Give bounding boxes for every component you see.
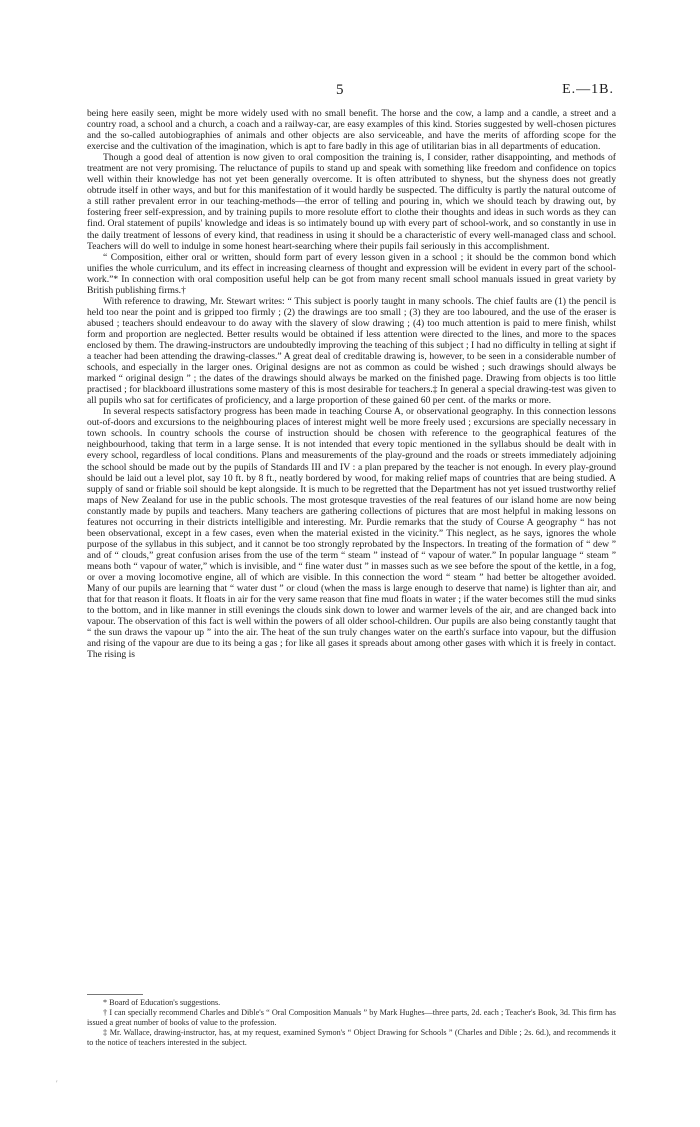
footnote: † I can specially recommend Charles and Dible's “ Oral Composition Manuals ” by Mark Hughes—three parts, 2d. each ; Teacher's Book, 3d. This firm has issued a great number of books of value to the profession. [87,1008,616,1028]
paragraph: Though a good deal of attention is now given to oral composition the training is, I consider, rather disappointing, and methods of treatment are not very promising. The reluctance of pupils to stand up and speak with something like freedom and confidence on topics well within their knowledge has not yet been generally overcome. It is often attributed to shyness, but the shyness does not greatly obtrude itself in other ways, and but for this manifestation of it would hardly be suspected. The difficulty is partly the natural outcome of a still rather prevalent error in our teaching-methods—the error of telling and pouring in, which we should teach by drawing out, by fostering freer self-expression, and by training pupils to more resolute effort to clothe their thoughts and ideas in such words as they can find. Oral statement of pupils' knowledge and ideas is so intimately bound up with every part of school-work, and so constantly in use in the daily treatment of lessons of every kind, that readiness in using it should be a characteristic of every well-managed class and school. Teachers will do well to indulge in some honest heart-searching where their pupils fail seriously in this accomplishment. [87,152,616,252]
series-code: E.—1B. [562,82,614,97]
body-text [87,108,616,660]
paragraph: “ Composition, either oral or written, should form part of every lesson given in a school ; it should be the common bond which unifies the whole curriculum, and its effect in increasing clearness of thought and expression will be evident in every part of the school-work.”* In connection with oral composition useful help can be got from many recent small school manuals issued in great variety by British publishing firms.† [87,251,616,296]
footnote: ‡ Mr. Wallace, drawing-instructor, has, at my request, examined Symon's “ Object Drawing for Schools ” (Charles and Dible ; 2s. 6d.), and recommends it to the notice of teachers interested in the subject. [87,1028,616,1048]
footnotes [87,998,616,1048]
paragraph: With reference to drawing, Mr. Stewart writes: “ This subject is poorly taught in many schools. The chief faults are (1) the pencil is held too near the point and is gripped too firmly ; (2) the drawings are too small ; (3) they are too laboured, and the use of the eraser is abused ; teachers should endeavour to do away with the slavery of slow drawing ; (4) too much attention is paid to mere finish, whilst form and proportion are neglected. Better results would be obtained if less attention were directed to the lines, and more to the spaces enclosed by them. The drawing-instructors are undoubtedly improving the teaching of this subject ; I had no difficulty in telling at sight if a teacher had been attending the drawing-classes.” A great deal of creditable drawing is, however, to be seen in a considerable number of schools, and especially in the larger ones. Original designs are not as common as could be wished ; such drawings should always be marked “ original design ” ; the dates of the drawings should always be marked on the finished page. Drawing from objects is too little practised ; for blackboard illustrations some mastery of this is most desirable for teachers.‡ In general a special drawing-test was given to all pupils who sat for certificates of proficiency, and a large proportion of these gained 60 per cent. of the marks or more. [87,295,616,407]
paragraph: In several respects satisfactory progress has been made in teaching Course A, or observational geography. In this connection lessons out-of-doors and excursions to the neighbouring places of interest might well be more freely used ; excursions are specially necessary in town schools. In country schools the course of instruction should be chosen with reference to the geographical features of the neighbourhood, taking that term in a large sense. It is not intended that every topic mentioned in the syllabus should be dealt with in every school, regardless of local conditions. Plans and measurements of the play-ground and the roads or streets immediately adjoining the school should be made out by the pupils of Standards III and IV : a plan prepared by the teacher is not enough. In every play-ground should be laid out a level plot, say 10 ft. by 8 ft., neatly bordered by wood, for making relief maps of countries that are being studied. A supply of sand or friable soil should be kept alongside. It is much to be regretted that the Department has not yet issued trustworthy relief maps of New Zealand for use in the public schools. The most grotesque travesties of the real features of our island home are now being constantly made by pupils and teachers. Many teachers are gathering collections of pictures that are most helpful in making lessons on features not occurring in their districts intelligible and interesting. Mr. Purdie remarks that the study of Course A geography “ has not been observational, except in a few cases, even when the material existed in the vicinity.” This neglect, as he says, ignores the whole purpose of the syllabus in this subject, and it cannot be too strongly reprobated by the Inspectors. In treating of the formation of “ dew ” and of “ clouds,” great confusion arises from the use of the term “ steam ” instead of “ vapour of water.” In popular language “ steam ” means both “ vapour of water,” which is invisible, and “ fine water dust ” in masses such as we see before the spout of the kettle, in a fog, or over a moving locomotive engine, all of which are visible. In this connection the word “ steam ” had better be altogether avoided. Many of our pupils are learning that “ water dust ” or cloud (when the mass is large enough to deserve that name) is lighter than air, and that for that reason it floats. It floats in air for the very same reason that fine mud floats in water ; if the water becomes still the mud sinks to the bottom, and in like manner in still evenings the clouds sink down to lower and warmer levels of the air, and are changed back into vapour. The observation of this fact is well within the powers of all older school-children. Our pupils are also being constantly taught that “ the sun draws the vapour up ” into the air. The heat of the sun truly changes water on the earth's surface into vapour, but the diffusion and rising of the vapour are due to its being a gas ; for like all gases it spreads about among other gases with which it is freely in contact. The rising is [87,406,616,661]
margin-mark: ′ [56,1079,58,1088]
footnote: * Board of Education's suggestions. [103,998,221,1007]
page-number: 5 [336,82,344,98]
footnote-divider [87,994,143,995]
paragraph: being here easily seen, might be more widely used with no small benefit. The horse and the cow, a lamp and a candle, a street and a country road, a school and a church, a coach and a railway-car, are easy examples of this kind. Stories suggested by well-chosen pictures and the so-called autobiographies of animals and other objects are also serviceable, and have the merits of affording scope for the exercise and the cultivation of the imagination, which is apt to fare badly in this age of utilitarian bias in all departments of education. [87,108,616,153]
